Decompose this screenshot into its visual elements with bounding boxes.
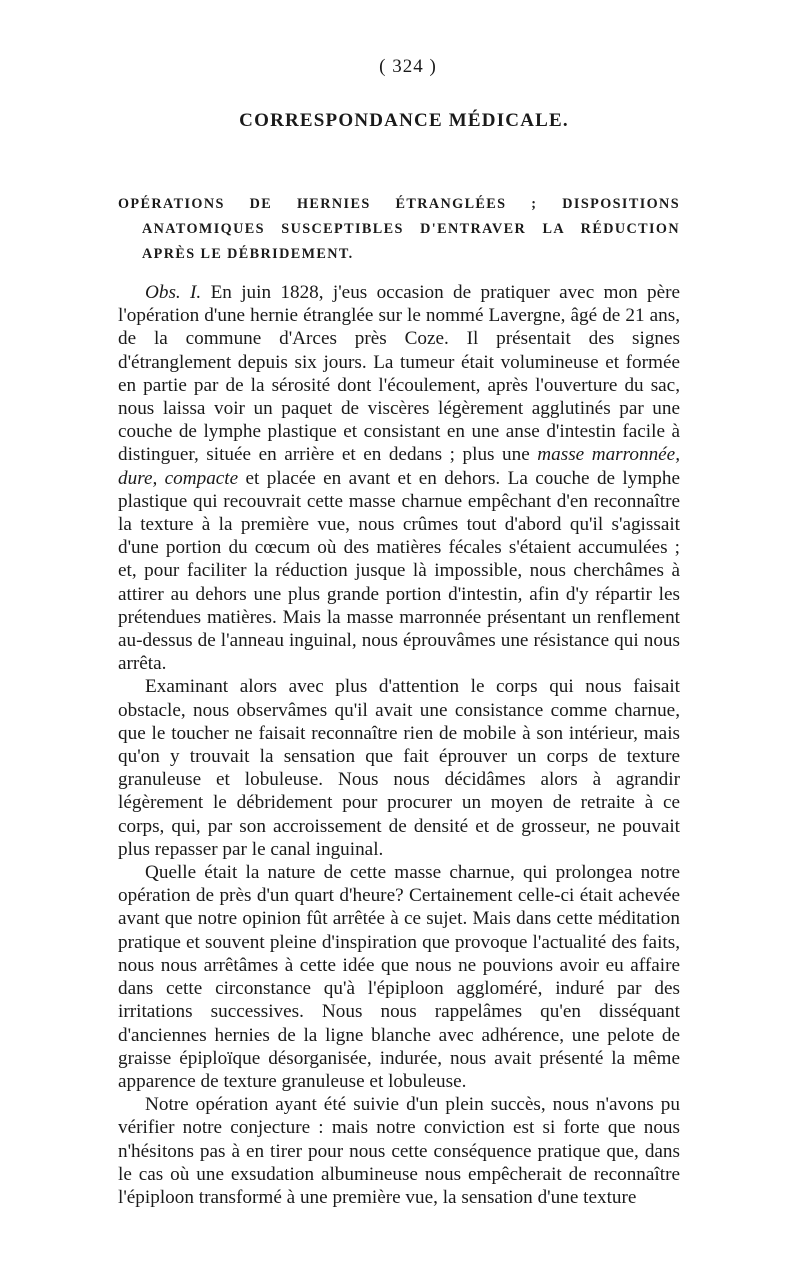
paragraph-1-text-a: En juin 1828, j'eus occasion de pratiquer avec mon père l'opération d'une hernie étranglée sur le nommé Lavergne, âgé de 21 ans, de la commune d'Arces près Coze. Il présentait des signes d'étranglement depuis six jours. La tumeur était volumineuse et formée en partie par de la sérosité dont l'écoulement, après l'ouverture du sac, nous laissa voir un paquet de viscères légèrement agglutinés par une couche de lymphe plastique et consistant en une anse d'intestin facile à distinguer, située en arrière et en dedans ; plus une bbox=[118, 282, 680, 466]
observation-label: Obs. I. bbox=[145, 282, 202, 303]
document-page bbox=[118, 56, 680, 1209]
article-body bbox=[118, 281, 680, 1209]
paragraph-4: Notre opération ayant été suivie d'un plein succès, nous n'avons pu vérifier notre conjecture : mais notre conviction est si forte que nous n'hésitons pas à en tirer pour nous cette conséquence pratique que, dans le cas où une exsudation albumineuse nous empêcherait de reconnaître l'épiploon transformé à une première vue, la sensation d'une texture bbox=[118, 1094, 680, 1208]
paragraph-3: Quelle était la nature de cette masse charnue, qui prolongea notre opération de près d'un quart d'heure? Certainement celle-ci était achevée avant que notre opinion fût arrêtée à ce sujet. Mais dans cette méditation pratique et souvent pleine d'inspiration que provoque l'actualité des faits, nous nous arrêtâmes à cette idée que nous ne pouvions avoir eu affaire dans cette circonstance qu'à l'épiploon aggloméré, induré par des irritations successives. Nous nous rappelâmes qu'en disséquant d'anciennes hernies de la ligne blanche avec adhérence, une pelote de graisse épiploïque désorganisée, indurée, nous avait présenté la même apparence de texture granuleuse et lobuleuse. bbox=[118, 862, 680, 1092]
section-title: CORRESPONDANCE MÉDICALE. bbox=[239, 110, 569, 131]
paragraph-1-italic: masse marronnée, dure, compacte bbox=[118, 444, 680, 489]
article-title: OPÉRATIONS DE HERNIES ÉTRANGLÉES ; DISPOSITIONS ANATOMIQUES SUSCEPTIBLES D'ENTRAVER LA RÉDUCTION APRÈS LE DÉBRIDEMENT. bbox=[118, 196, 680, 262]
paragraph-2: Examinant alors avec plus d'attention le corps qui nous faisait obstacle, nous observâmes qu'il avait une consistance comme charnue, que le toucher ne faisait reconnaître rien de mobile à son intérieur, mais qu'on y trouvait la sensation que fait éprouver un corps de texture granuleuse et lobuleuse. Nous nous décidâmes alors à agrandir légèrement le débridement pour procurer un moyen de retraite à ce corps, qui, par son accroissement de densité et de grosseur, ne pouvait plus repasser par le canal inguinal. bbox=[118, 676, 680, 860]
page-number: ( 324 ) bbox=[379, 56, 437, 77]
paragraph-1 bbox=[118, 281, 680, 675]
paragraph-1-text-b: et placée en avant et en dehors. La couche de lymphe plastique qui recouvrait cette masse charnue empêchant d'en reconnaître la texture à la première vue, nous crûmes tout d'abord qu'il s'agissait d'une portion du cœcum où des matières fécales s'étaient accumulées ; et, pour faciliter la réduction jusque là impossible, nous cherchâmes à attirer au dehors une plus grande portion d'intestin, afin d'y répartir les prétendues matières. Mais la masse marronnée présentant un renflement au-dessus de l'anneau inguinal, nous éprouvâmes une résistance qui nous arrêta. bbox=[118, 467, 680, 675]
